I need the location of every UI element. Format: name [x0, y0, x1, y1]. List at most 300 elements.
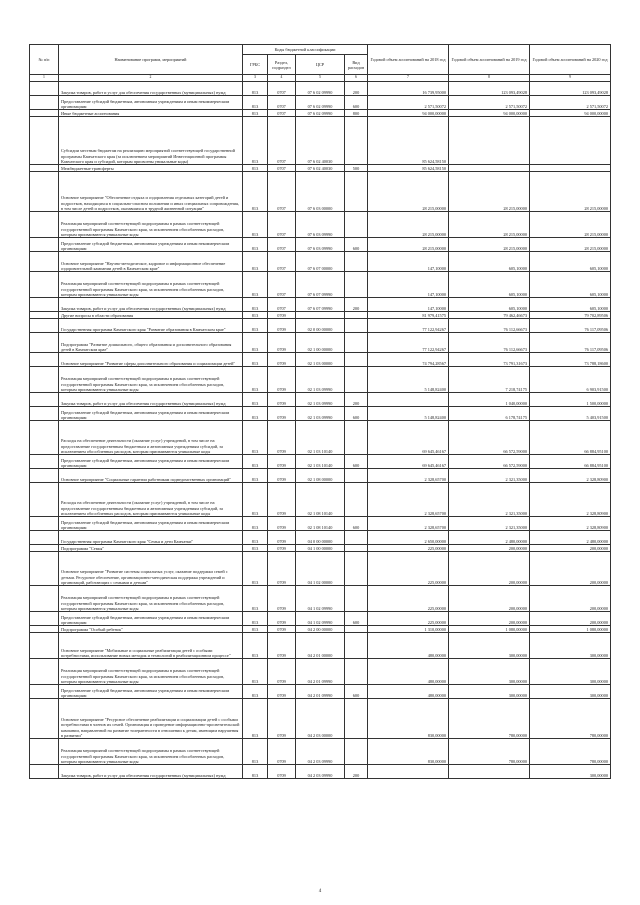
row-csr-cell: 04 2 03 09990	[296, 765, 345, 779]
row-sum-2020-cell: 605,10000	[530, 298, 611, 312]
row-sum-2019-cell: 28 215,00000	[449, 212, 530, 238]
row-name-cell: Подпрограмма "Особый ребенок"	[59, 626, 243, 633]
row-sum-2019-cell: 66 572,59000	[449, 455, 530, 469]
header-codes-group: Коды бюджетной классификации	[243, 45, 368, 55]
table-row	[30, 238, 611, 252]
row-csr-cell: 07 6 03 00000	[296, 172, 345, 212]
row-sum-2018-cell: 225,00000	[368, 612, 449, 626]
row-sum-2020-cell: 300,00000	[530, 659, 611, 685]
row-rzpr-cell: 0709	[268, 699, 296, 739]
row-sum-2020-cell: 780,00000	[530, 699, 611, 739]
row-rzpr-cell: 0707	[268, 272, 296, 298]
row-name-cell: Предоставление субсидий бюджетным, автономным учреждениям и иным некоммерческим организациям	[59, 407, 243, 421]
row-sum-2019-cell: 200,00000	[449, 612, 530, 626]
row-grbs-cell: 813	[243, 367, 268, 393]
row-vr-cell: 600	[345, 96, 368, 110]
column-number: 1	[30, 75, 59, 82]
row-name-cell: Государственная программа Камчатского края "Семья и дети Камчатки"	[59, 531, 243, 545]
row-csr-cell: 02 1 03 10140	[296, 455, 345, 469]
row-sum-2019-cell: 28 215,00000	[449, 172, 530, 212]
row-sum-2018-cell: 225,00000	[368, 586, 449, 612]
table-row	[30, 545, 611, 552]
row-sum-2018-cell: 147,10000	[368, 298, 449, 312]
row-sum-2020-cell: 200,00000	[530, 545, 611, 552]
row-number-cell	[30, 517, 59, 531]
row-sum-2020-cell: 73 788,18600	[530, 353, 611, 367]
row-number-cell	[30, 238, 59, 252]
row-sum-2020-cell: 200,00000	[530, 586, 611, 612]
table-row	[30, 117, 611, 165]
row-number-cell	[30, 172, 59, 212]
row-name-cell: Реализация мероприятий соответствующей подпрограммы в рамках соответствующей государственной программы Камчатского края, за исключением обособленных расходов, которым присваиваются уникальные коды	[59, 659, 243, 685]
row-vr-cell	[345, 312, 368, 319]
row-sum-2020-cell: 2 571,50072	[530, 96, 611, 110]
row-csr-cell: 04 2 03 09990	[296, 739, 345, 765]
table-row	[30, 272, 611, 298]
row-rzpr-cell: 0709	[268, 517, 296, 531]
row-sum-2019-cell: 200,00000	[449, 545, 530, 552]
column-number: 7	[368, 75, 449, 82]
row-number-cell	[30, 586, 59, 612]
row-sum-2018-cell: 28 215,00000	[368, 212, 449, 238]
table-row	[30, 765, 611, 779]
row-vr-cell	[345, 531, 368, 545]
row-name-cell: Закупка товаров, работ и услуг для обеспечения государственных (муниципальных) нужд	[59, 393, 243, 407]
row-grbs-cell: 813	[243, 421, 268, 455]
row-csr-cell	[296, 312, 345, 319]
row-sum-2018-cell: 81 979,41575	[368, 312, 449, 319]
column-number: 6	[345, 75, 368, 82]
row-name-cell: Основное мероприятие "Обеспечение отдыха и оздоровления отдельных категорий детей и подростков, находящихся в социально-опасном положении и иных специальных сопровождения, в том числе детей и подростков, оказавшихся в трудной жизненной ситуации"	[59, 172, 243, 212]
row-number-cell	[30, 367, 59, 393]
row-rzpr-cell: 0707	[268, 238, 296, 252]
row-csr-cell: 04 1 02 09990	[296, 586, 345, 612]
row-sum-2018-cell	[368, 765, 449, 779]
row-csr-cell: 04 2 00 00000	[296, 626, 345, 633]
row-grbs-cell: 813	[243, 212, 268, 238]
row-sum-2020-cell: 605,10000	[530, 252, 611, 272]
row-name-cell: Предоставление субсидий бюджетным, автономным учреждениям и иным некоммерческим организациям	[59, 96, 243, 110]
table-row	[30, 252, 611, 272]
row-csr-cell: 02 1 03 09990	[296, 367, 345, 393]
row-sum-2019-cell: 76 112,66673	[449, 333, 530, 353]
row-name-cell: Предоставление субсидий бюджетным, автономным учреждениям и иным некоммерческим организациям	[59, 612, 243, 626]
row-sum-2018-cell: 225,00000	[368, 552, 449, 586]
row-rzpr-cell: 0709	[268, 633, 296, 659]
row-sum-2018-cell: 5 148,82400	[368, 367, 449, 393]
row-sum-2019-cell: 2 480,00000	[449, 531, 530, 545]
row-sum-2019-cell: 1 080,00000	[449, 626, 530, 633]
table-row	[30, 212, 611, 238]
row-sum-2020-cell: 94 000,00000	[530, 110, 611, 117]
row-rzpr-cell: 0707	[268, 96, 296, 110]
table-row	[30, 333, 611, 353]
row-number-cell	[30, 552, 59, 586]
row-csr-cell: 07 6 02 09990	[296, 110, 345, 117]
table-row	[30, 531, 611, 545]
row-name-cell: Межбюджетные трансферты	[59, 165, 243, 172]
row-sum-2019-cell: 2 571,50072	[449, 96, 530, 110]
row-grbs-cell: 813	[243, 612, 268, 626]
row-sum-2019-cell: 6 178,74175	[449, 407, 530, 421]
row-vr-cell	[345, 659, 368, 685]
row-number-cell	[30, 612, 59, 626]
column-number: 8	[449, 75, 530, 82]
row-number-cell	[30, 212, 59, 238]
row-sum-2020-cell: 1 080,00000	[530, 626, 611, 633]
row-name-cell: Основное мероприятие "Ресурсное обеспечение реабилитации и социализации детей с особыми потребностями в членов их семей. Организация и проведение информационно-просветительской кампании, направленной на развитие толерантности в отношении к детям, имеющим нарушения в развитии"	[59, 699, 243, 739]
row-number-cell	[30, 469, 59, 483]
header-csr: ЦСР	[296, 55, 345, 75]
row-name-cell: Закупка товаров, работ и услуг для обеспечения государственных (муниципальных) нужд	[59, 298, 243, 312]
row-name-cell: Подпрограмма "Развитие дошкольного, общего образования и дополнительного образования детей в Камчатском крае"	[59, 333, 243, 353]
row-csr-cell: 04 2 01 09990	[296, 659, 345, 685]
row-name-cell: Предоставление субсидий бюджетным, автономным учреждениям и иным некоммерческим организациям	[59, 455, 243, 469]
table-row	[30, 367, 611, 393]
row-sum-2020-cell: 66 884,95100	[530, 455, 611, 469]
row-csr-cell: 02 1 03 00000	[296, 353, 345, 367]
row-number-cell	[30, 393, 59, 407]
row-rzpr-cell: 0707	[268, 212, 296, 238]
row-number-cell	[30, 531, 59, 545]
row-csr-cell: 07 6 07 00000	[296, 252, 345, 272]
row-csr-cell: 04 2 01 09990	[296, 685, 345, 699]
row-csr-cell: 02 1 08 00000	[296, 469, 345, 483]
row-sum-2019-cell: 605,10000	[449, 272, 530, 298]
row-sum-2019-cell: 605,10000	[449, 298, 530, 312]
row-csr-cell: 07 6 07 09990	[296, 298, 345, 312]
row-csr-cell: 04 1 02 00000	[296, 552, 345, 586]
header-name: Наименование программ, мероприятий	[59, 45, 243, 75]
row-sum-2018-cell: 94 000,00000	[368, 110, 449, 117]
row-grbs-cell: 813	[243, 699, 268, 739]
row-sum-2018-cell: 2 571,50072	[368, 96, 449, 110]
row-sum-2020-cell: 2 328,80900	[530, 469, 611, 483]
row-sum-2018-cell: 74 794,28567	[368, 353, 449, 367]
row-sum-2019-cell	[449, 765, 530, 779]
row-grbs-cell: 813	[243, 483, 268, 517]
row-sum-2018-cell: 2 328,65700	[368, 517, 449, 531]
row-sum-2019-cell: 200,00000	[449, 552, 530, 586]
row-number-cell	[30, 626, 59, 633]
row-sum-2020-cell: 200,00000	[530, 552, 611, 586]
table-row	[30, 612, 611, 626]
row-vr-cell: 200	[345, 765, 368, 779]
row-rzpr-cell: 0707	[268, 110, 296, 117]
row-sum-2020-cell: 123 093,49028	[530, 82, 611, 96]
row-rzpr-cell: 0707	[268, 172, 296, 212]
row-rzpr-cell: 0709	[268, 421, 296, 455]
column-numbers-row	[30, 75, 611, 82]
table-row	[30, 685, 611, 699]
row-vr-cell: 600	[345, 517, 368, 531]
table-row	[30, 483, 611, 517]
row-sum-2019-cell: 780,00000	[449, 699, 530, 739]
row-sum-2018-cell: 830,00000	[368, 699, 449, 739]
row-sum-2019-cell: 300,00000	[449, 633, 530, 659]
row-grbs-cell: 813	[243, 739, 268, 765]
row-sum-2018-cell: 2 328,65700	[368, 483, 449, 517]
row-vr-cell: 200	[345, 393, 368, 407]
row-sum-2020-cell: 66 884,95100	[530, 421, 611, 455]
row-name-cell: Основное мероприятие "Развитие сферы дополнительного образования и социализации детей"	[59, 353, 243, 367]
row-number-cell	[30, 483, 59, 517]
row-vr-cell	[345, 319, 368, 333]
row-csr-cell: 04 0 00 00000	[296, 531, 345, 545]
row-sum-2019-cell: 94 000,00000	[449, 110, 530, 117]
row-csr-cell: 02 1 03 10140	[296, 421, 345, 455]
row-sum-2018-cell: 2 328,65700	[368, 469, 449, 483]
row-sum-2019-cell: 123 093,49028	[449, 82, 530, 96]
row-vr-cell	[345, 483, 368, 517]
row-sum-2020-cell: 605,10000	[530, 272, 611, 298]
row-sum-2020-cell: 28 215,00000	[530, 172, 611, 212]
row-sum-2020-cell	[530, 165, 611, 172]
row-vr-cell	[345, 586, 368, 612]
row-rzpr-cell: 0709	[268, 367, 296, 393]
header-sum-2019: Годовой объем ассигнований на 2019 год	[449, 45, 530, 75]
row-grbs-cell: 813	[243, 312, 268, 319]
row-sum-2019-cell	[449, 165, 530, 172]
row-csr-cell: 04 2 01 00000	[296, 633, 345, 659]
row-csr-cell: 04 2 03 00000	[296, 699, 345, 739]
row-rzpr-cell: 0707	[268, 82, 296, 96]
row-rzpr-cell: 0709	[268, 455, 296, 469]
row-sum-2018-cell: 2 650,00000	[368, 531, 449, 545]
row-sum-2018-cell: 77 122,94267	[368, 333, 449, 353]
table-row	[30, 633, 611, 659]
row-name-cell: Предоставление субсидий бюджетным, автономным учреждениям и иным некоммерческим организациям	[59, 238, 243, 252]
row-rzpr-cell: 0707	[268, 165, 296, 172]
row-number-cell	[30, 252, 59, 272]
row-rzpr-cell: 0709	[268, 531, 296, 545]
row-sum-2018-cell: 830,00000	[368, 739, 449, 765]
row-grbs-cell: 813	[243, 319, 268, 333]
row-grbs-cell: 813	[243, 172, 268, 212]
column-number: 9	[530, 75, 611, 82]
row-vr-cell: 600	[345, 685, 368, 699]
row-vr-cell	[345, 117, 368, 165]
table-row	[30, 319, 611, 333]
row-vr-cell	[345, 469, 368, 483]
row-vr-cell	[345, 739, 368, 765]
row-number-cell	[30, 407, 59, 421]
row-rzpr-cell: 0707	[268, 117, 296, 165]
row-number-cell	[30, 96, 59, 110]
row-sum-2018-cell: 85 624,58150	[368, 117, 449, 165]
row-vr-cell	[345, 333, 368, 353]
row-rzpr-cell: 0709	[268, 552, 296, 586]
row-grbs-cell: 813	[243, 272, 268, 298]
row-csr-cell: 02 1 03 09990	[296, 407, 345, 421]
row-sum-2019-cell: 7 218,74175	[449, 367, 530, 393]
row-sum-2020-cell: 76 117,09506	[530, 333, 611, 353]
row-name-cell: Расходы на обеспечение деятельности (оказание услуг) учреждений, в том числе на предоставление государственным бюджетным и автономным учреждениям субсидий, за исключением обособленных расходов, которым присваиваются уникальные коды	[59, 421, 243, 455]
row-grbs-cell: 813	[243, 165, 268, 172]
row-sum-2018-cell: 1 310,00000	[368, 626, 449, 633]
budget-table	[29, 44, 611, 779]
row-number-cell	[30, 272, 59, 298]
header-sum-2020: Годовой объем ассигнований на 2020 год	[530, 45, 611, 75]
row-sum-2020-cell: 28 215,00000	[530, 238, 611, 252]
table-body	[30, 82, 611, 779]
header-num: № п/п	[30, 45, 59, 75]
row-sum-2019-cell: 780,00000	[449, 739, 530, 765]
row-name-cell: Реализация мероприятий соответствующей подпрограммы в рамках соответствующей государственной программы Камчатского края, за исключением обособленных расходов, которым присваиваются уникальные коды	[59, 739, 243, 765]
row-sum-2019-cell: 605,10000	[449, 252, 530, 272]
row-grbs-cell: 813	[243, 517, 268, 531]
row-rzpr-cell: 0709	[268, 586, 296, 612]
row-sum-2018-cell: 28 215,00000	[368, 172, 449, 212]
row-csr-cell: 07 6 02 40030	[296, 165, 345, 172]
row-grbs-cell: 813	[243, 545, 268, 552]
row-sum-2018-cell: 480,00000	[368, 633, 449, 659]
row-rzpr-cell: 0709	[268, 659, 296, 685]
table-row	[30, 552, 611, 586]
row-vr-cell: 200	[345, 82, 368, 96]
row-name-cell: Государственная программа Камчатского края "Развитие образования в Камчатском крае"	[59, 319, 243, 333]
row-number-cell	[30, 312, 59, 319]
row-vr-cell: 600	[345, 238, 368, 252]
row-grbs-cell: 813	[243, 626, 268, 633]
row-sum-2018-cell	[368, 393, 449, 407]
row-vr-cell: 200	[345, 298, 368, 312]
row-vr-cell	[345, 367, 368, 393]
row-number-cell	[30, 421, 59, 455]
row-sum-2019-cell: 300,00000	[449, 659, 530, 685]
row-vr-cell	[345, 353, 368, 367]
row-name-cell: Расходы на обеспечение деятельности (оказание услуг) учреждений, в том числе на предоставление государственным бюджетным и автономным учреждениям субсидий, за исключением обособленных расходов, которым присваиваются уникальные коды	[59, 483, 243, 517]
row-vr-cell	[345, 545, 368, 552]
row-number-cell	[30, 333, 59, 353]
row-sum-2019-cell: 28 215,00000	[449, 238, 530, 252]
row-name-cell: Другие вопросы в области образования	[59, 312, 243, 319]
row-number-cell	[30, 298, 59, 312]
row-vr-cell	[345, 626, 368, 633]
column-number: 3	[243, 75, 268, 82]
row-csr-cell: 07 6 03 09990	[296, 212, 345, 238]
table-row	[30, 586, 611, 612]
row-sum-2020-cell: 2 328,80900	[530, 517, 611, 531]
row-rzpr-cell: 0709	[268, 312, 296, 319]
row-sum-2020-cell: 300,00000	[530, 765, 611, 779]
row-vr-cell: 500	[345, 165, 368, 172]
row-name-cell: Основное мероприятие "Развитие системы социальных услуг, оказание поддержки семей с детьми. Ресурсное обеспечение, организационно-методическая поддержка учреждений и организаций, работающих с семьями и детьми"	[59, 552, 243, 586]
row-number-cell	[30, 353, 59, 367]
header-rzpr: Раздел, подраздел	[268, 55, 296, 75]
row-grbs-cell: 813	[243, 252, 268, 272]
row-number-cell	[30, 765, 59, 779]
table-row	[30, 110, 611, 117]
row-vr-cell	[345, 272, 368, 298]
table-row	[30, 393, 611, 407]
row-name-cell: Основное мероприятие "Мобильные и социальные реабилитация детей с особыми потребностями, использование новых методик и технологий в реабилитационном процессе"	[59, 633, 243, 659]
row-sum-2020-cell	[530, 117, 611, 165]
row-grbs-cell: 813	[243, 633, 268, 659]
row-grbs-cell: 813	[243, 531, 268, 545]
row-sum-2019-cell: 2 321,35000	[449, 483, 530, 517]
row-sum-2020-cell: 200,00000	[530, 612, 611, 626]
row-name-cell: Иные бюджетные ассигнования	[59, 110, 243, 117]
row-csr-cell: 02 1 03 09990	[296, 393, 345, 407]
row-sum-2020-cell: 1 500,00000	[530, 393, 611, 407]
row-number-cell	[30, 699, 59, 739]
row-grbs-cell: 813	[243, 333, 268, 353]
row-grbs-cell: 813	[243, 117, 268, 165]
row-csr-cell: 04 1 02 09990	[296, 612, 345, 626]
row-number-cell	[30, 165, 59, 172]
row-number-cell	[30, 685, 59, 699]
row-name-cell: Подпрограмма "Семья"	[59, 545, 243, 552]
row-grbs-cell: 813	[243, 552, 268, 586]
table-row	[30, 172, 611, 212]
column-number: 2	[59, 75, 243, 82]
row-sum-2018-cell: 147,10000	[368, 252, 449, 272]
row-csr-cell: 04 1 00 00000	[296, 545, 345, 552]
row-sum-2020-cell: 2 480,00000	[530, 531, 611, 545]
row-rzpr-cell: 0709	[268, 765, 296, 779]
table-row	[30, 407, 611, 421]
row-vr-cell: 600	[345, 455, 368, 469]
row-grbs-cell: 813	[243, 685, 268, 699]
row-sum-2019-cell: 1 040,00000	[449, 393, 530, 407]
row-vr-cell	[345, 699, 368, 739]
row-sum-2020-cell: 76 117,09506	[530, 319, 611, 333]
row-vr-cell	[345, 212, 368, 238]
row-number-cell	[30, 319, 59, 333]
row-vr-cell	[345, 252, 368, 272]
row-name-cell: Реализация мероприятий соответствующей подпрограммы в рамках соответствующей государственной программы Камчатского края, за исключением обособленных расходов, которым присваиваются уникальные коды	[59, 367, 243, 393]
row-grbs-cell: 813	[243, 393, 268, 407]
row-sum-2020-cell: 79 702,89506	[530, 312, 611, 319]
table-row	[30, 96, 611, 110]
row-sum-2018-cell: 69 645,46167	[368, 455, 449, 469]
row-rzpr-cell: 0709	[268, 739, 296, 765]
header-vr: Вид расходов	[345, 55, 368, 75]
table-row	[30, 699, 611, 739]
row-vr-cell: 600	[345, 407, 368, 421]
header-grbs: ГРБС	[243, 55, 268, 75]
row-csr-cell: 07 6 02 09990	[296, 96, 345, 110]
row-csr-cell: 07 6 07 09990	[296, 272, 345, 298]
row-sum-2018-cell: 28 215,00000	[368, 238, 449, 252]
row-sum-2018-cell: 77 122,94267	[368, 319, 449, 333]
row-sum-2019-cell: 300,00000	[449, 685, 530, 699]
row-grbs-cell: 813	[243, 765, 268, 779]
table-row	[30, 421, 611, 455]
row-grbs-cell: 813	[243, 82, 268, 96]
row-name-cell: Основное мероприятие "Социальные гарантии работникам подведомственных организаций"	[59, 469, 243, 483]
row-sum-2018-cell: 147,10000	[368, 272, 449, 298]
row-sum-2019-cell: 2 321,35000	[449, 469, 530, 483]
row-grbs-cell: 813	[243, 469, 268, 483]
row-grbs-cell: 813	[243, 353, 268, 367]
row-name-cell: Закупка товаров, работ и услуг для обеспечения государственных (муниципальных) нужд	[59, 82, 243, 96]
row-number-cell	[30, 659, 59, 685]
row-vr-cell	[345, 552, 368, 586]
table-row	[30, 312, 611, 319]
row-rzpr-cell: 0709	[268, 333, 296, 353]
row-number-cell	[30, 739, 59, 765]
table-row	[30, 455, 611, 469]
row-grbs-cell: 813	[243, 586, 268, 612]
row-sum-2020-cell: 300,00000	[530, 685, 611, 699]
row-csr-cell: 02 0 00 00000	[296, 319, 345, 333]
row-vr-cell: 600	[345, 612, 368, 626]
table-row	[30, 82, 611, 96]
row-name-cell: Основное мероприятие "Научно-методическое, кадровое и информационное обеспечение оздоровительной кампании детей в Камчатском крае"	[59, 252, 243, 272]
table-row	[30, 469, 611, 483]
